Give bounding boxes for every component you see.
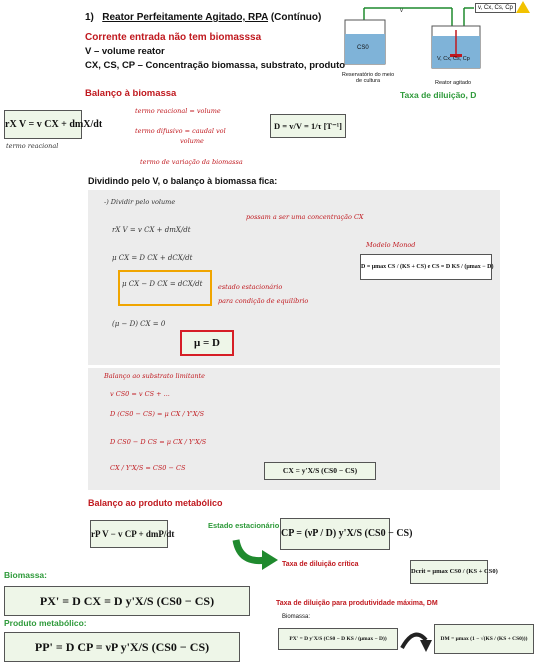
max-productivity-equation-right: DM = μmax (1 − √(KS / (KS + CS0))) [434, 624, 534, 654]
biomass-productivity-equation: PX' = D CX = D y'X/S (CS0 − CS) [4, 586, 250, 616]
product-productivity-equation: PP' = D CP = νP y'X/S (CS0 − CS) [4, 632, 240, 662]
arrow-icon [398, 626, 432, 654]
panel2-line-2: D (CS0 − CS) = μ CX / Y'X/S [110, 410, 205, 418]
highlight-box [118, 270, 212, 306]
result-mu-equals-d: μ = D [180, 330, 234, 356]
product-balance-heading: Balanço ao produto metabólico [88, 498, 223, 508]
reactor-caption: Reator agitado [435, 80, 472, 86]
product-balance-equation: rP V − v CP + dmP/dt [90, 520, 168, 548]
critical-dilution-equation: Dcrit = μmax CS0 / (KS + CS0) [410, 560, 488, 584]
panel1-note-3: para condição de equilíbrio [218, 297, 309, 305]
panel1-note-1: possam a ser uma concentração CX [246, 213, 364, 221]
dividing-text: Dividindo pelo V, o balanço à biomassa fica: [88, 176, 278, 186]
biomass-balance-equation: rX V = v CX + dmX/dt [4, 110, 82, 139]
critical-dilution-label: Taxa de diluição crítica [282, 561, 359, 568]
product-result-equation: CP = (νP / D) y'X/S (CS0 − CS) [280, 518, 390, 550]
panel1-line-2: μ CX = D CX + dCX/dt [112, 254, 193, 262]
note-diffusive: termo difusivo = caudal vol [135, 127, 226, 135]
warning-icon [516, 1, 530, 13]
panel1-header: -) Dividir pelo volume [104, 198, 176, 206]
reactor-label: V, Cx, Cs, Cp [437, 56, 470, 62]
panel2-line-3: D CS0 − D CS = μ CX / Y'X/S [110, 438, 207, 446]
steady-state-label: Estado estacionário [208, 521, 280, 530]
stream-heading: Corrente entrada não tem biomasssa [85, 32, 262, 43]
monod-label: Modelo Monod [366, 241, 416, 249]
panel1-line-4: (μ − D) CX = 0 [112, 320, 166, 328]
product-label: Produto metabólico: [4, 618, 87, 628]
note-variation: termo de variação da biomassa [140, 158, 243, 166]
panel2-line-1: v CS0 = v CS + ... [110, 390, 170, 398]
dilution-label: Taxa de diluição, D [400, 90, 477, 100]
note-reaction: termo reacional = volume [135, 107, 221, 115]
panel2-line-4: CX / Y'X/S = CS0 − CS [110, 464, 186, 472]
biomass-balance-note: termo reacional [6, 142, 59, 150]
max-productivity-equation-left: PX' = D y'X/S (CS0 − D KS / (μmax − D)) [278, 628, 398, 650]
monod-equation: D = μmax CS / (KS + CS) e CS = D KS / (μmax − D) [360, 254, 492, 280]
page-title: 1) Reator Perfeitamente Agitado, RPA (Contínuo) [85, 12, 322, 23]
curved-arrow-icon [230, 532, 280, 570]
panel2-header: Balanço ao substrato limitante [104, 372, 206, 380]
flow-label: v [400, 8, 403, 14]
note-volume: volume [180, 137, 204, 145]
stream-line-1: V – volume reator [85, 46, 165, 57]
stream-line-2: CX, CS, CP – Concentração biomassa, substrato, produto [85, 60, 346, 71]
feed-caption: Reservatório do meio de cultura [341, 72, 395, 84]
max-productivity-sub-label: Biomassa: [282, 614, 311, 620]
max-productivity-label: Taxa de diluição para produtividade máxima, DM [276, 600, 438, 607]
biomass-label: Biomassa: [4, 570, 47, 580]
panel1-line-1: rX V = v CX + dmX/dt [112, 226, 191, 234]
dilution-equation: D = v/V = 1/τ [T⁻¹] [270, 114, 346, 138]
biomass-balance-heading: Balanço à biomassa [85, 88, 177, 99]
outlet-label: v, Cx, Cs, Cp [475, 3, 516, 13]
panel1-note-2: estado estacionário [218, 283, 283, 291]
feed-tank-label: CS0 [357, 45, 369, 51]
panel1-line-3: μ CX − D CX = dCX/dt [122, 280, 203, 288]
panel2-result: CX = y'X/S (CS0 − CS) [264, 462, 376, 480]
